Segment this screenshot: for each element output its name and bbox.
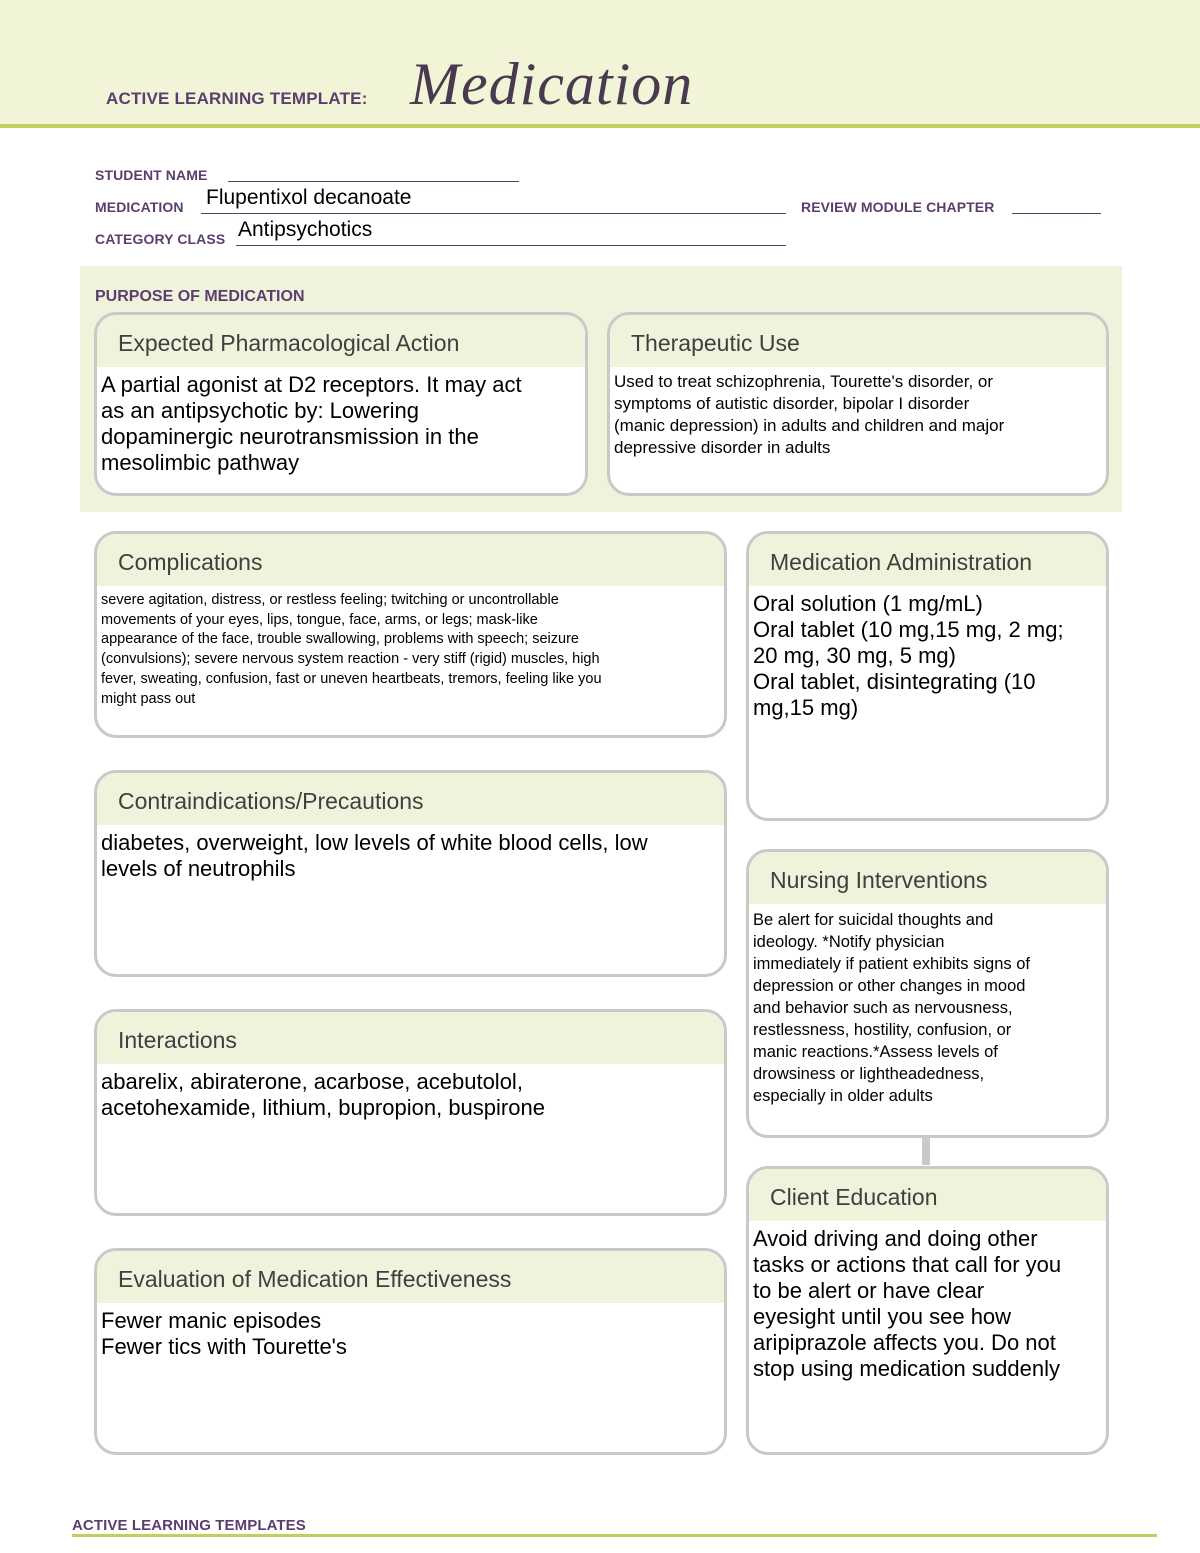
nursing-interventions-text[interactable]: Be alert for suicidal thoughts and ideology. *Notify physician immediately if patient exhibits signs of depression or other changes in mood and behavior such as nervousness, restlessness, hostility, confusion, or manic reactions.*Assess levels of drowsiness or lightheadedness, especially in older adults: [753, 911, 1030, 1105]
administration-text[interactable]: Oral solution (1 mg/mL) Oral tablet (10 mg,15 mg, 2 mg; 20 mg, 30 mg, 5 mg) Oral tablet, disintegrating (10 mg,15 mg): [753, 591, 1064, 720]
client-education-title: Client Education: [749, 1169, 1106, 1221]
expected-action-title: Expected Pharmacological Action: [97, 315, 585, 367]
student-name-line: [228, 181, 519, 182]
interactions-text[interactable]: abarelix, abiraterone, acarbose, acebutolol, acetohexamide, lithium, bupropion, buspirone: [101, 1069, 545, 1120]
student-name-label: STUDENT NAME: [95, 167, 208, 183]
category-class-line: [236, 245, 786, 246]
contraindications-card: [94, 770, 727, 977]
complications-card: [94, 531, 727, 738]
evaluation-title: Evaluation of Medication Effectiveness: [97, 1251, 724, 1303]
footer-rule: [72, 1534, 1157, 1537]
therapeutic-use-text[interactable]: Used to treat schizophrenia, Tourette's disorder, or symptoms of autistic disorder, bipolar I disorder (manic depression) in adults and children and major depressive disorder in adults: [614, 372, 1005, 457]
page-title: Medication: [410, 51, 694, 117]
template-label: ACTIVE LEARNING TEMPLATE:: [106, 89, 368, 108]
evaluation-card: [94, 1248, 727, 1455]
connector-bar: [922, 1135, 930, 1165]
expected-action-text[interactable]: A partial agonist at D2 receptors. It may act as an antipsychotic by: Lowering dopaminergic neurotransmission in the mesolimbic pathway: [101, 372, 522, 475]
category-class-field[interactable]: Antipsychotics: [238, 218, 373, 241]
review-module-label: REVIEW MODULE CHAPTER: [801, 199, 995, 215]
medication-field[interactable]: Flupentixol decanoate: [206, 186, 412, 209]
footer-label: ACTIVE LEARNING TEMPLATES: [72, 1517, 306, 1534]
client-education-text[interactable]: Avoid driving and doing other tasks or actions that call for you to be alert or have clear eyesight until you see how aripiprazole affects you. Do not stop using medication suddenly: [753, 1226, 1062, 1381]
contraindications-title: Contraindications/Precautions: [97, 773, 724, 825]
therapeutic-use-card: [607, 312, 1109, 496]
category-class-label: CATEGORY CLASS: [95, 231, 226, 247]
nursing-interventions-card: [746, 849, 1109, 1138]
contraindications-text[interactable]: diabetes, overweight, low levels of white blood cells, low levels of neutrophils: [101, 830, 648, 881]
therapeutic-use-title: Therapeutic Use: [610, 315, 1106, 367]
medication-label: MEDICATION: [95, 199, 184, 215]
review-module-line: [1012, 213, 1101, 214]
purpose-label: PURPOSE OF MEDICATION: [95, 288, 305, 305]
evaluation-text[interactable]: Fewer manic episodes Fewer tics with Tourette's: [101, 1308, 347, 1359]
client-education-card: [746, 1166, 1109, 1455]
interactions-title: Interactions: [97, 1012, 724, 1064]
complications-title: Complications: [97, 534, 724, 586]
expected-action-card: [94, 312, 588, 496]
interactions-card: [94, 1009, 727, 1216]
medication-line: [201, 213, 786, 214]
nursing-interventions-title: Nursing Interventions: [749, 852, 1106, 904]
administration-title: Medication Administration: [749, 534, 1106, 586]
complications-text[interactable]: severe agitation, distress, or restless feeling; twitching or uncontrollable movements of your eyes, lips, tongue, face, arms, or legs; mask-like appearance of the face, trouble swallowing, problems with speech; seizure (convulsions); severe nervous system reaction - very stiff (rigid) muscles, high fever, sweating, confusion, fast or uneven heartbeats, tremors, feeling like you might pass out: [101, 592, 602, 707]
administration-card: [746, 531, 1109, 821]
